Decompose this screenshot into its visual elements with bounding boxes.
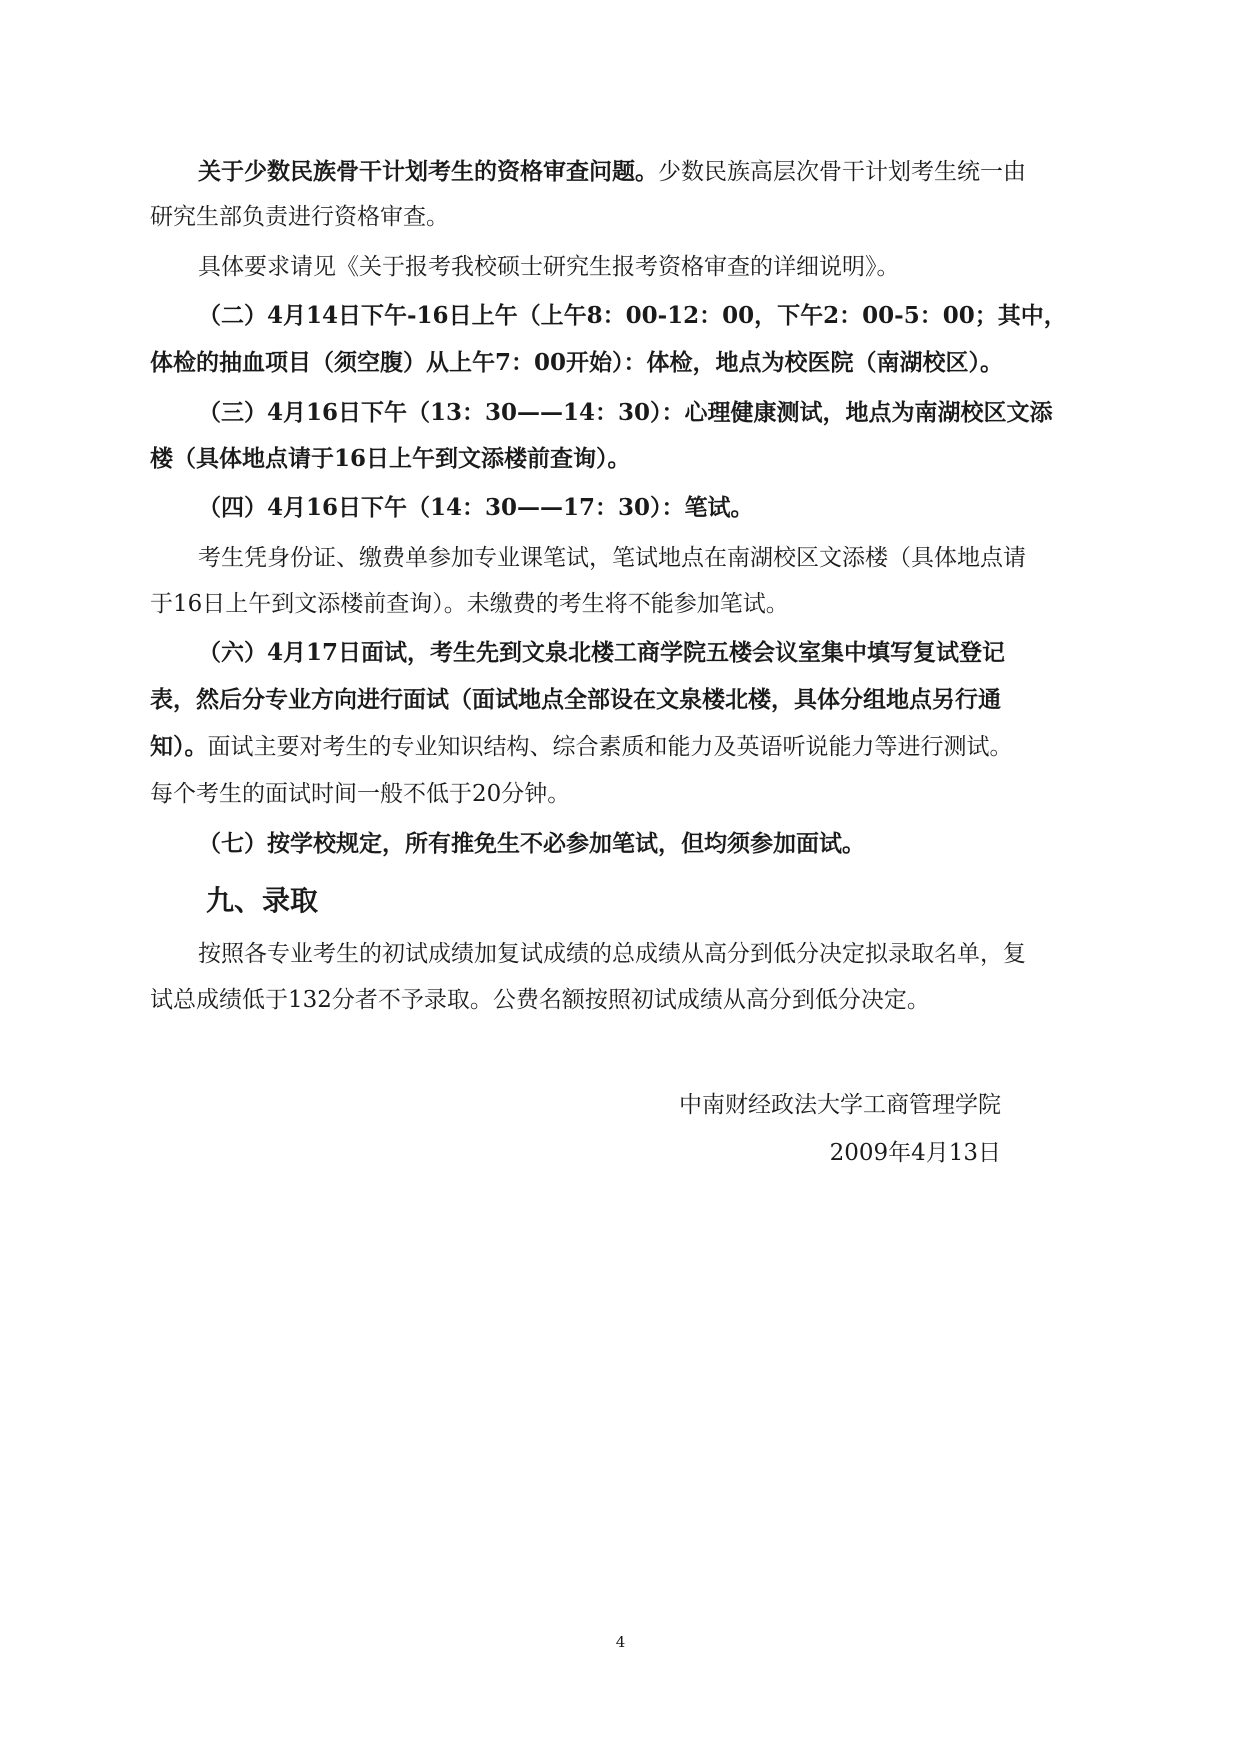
paragraph-interview-text: 面试主要对考生的专业知识结构、综合素质和能力及英语听说能力等进行测试。 xyxy=(207,734,1013,760)
paragraph-psych-test-line2: 楼（具体地点请于16日上午到文添楼前查询）。 xyxy=(150,445,631,472)
paragraph-interview-line3 xyxy=(150,731,1095,763)
signature-date: 2009年4月13日 xyxy=(829,1140,1001,1166)
paragraph-ethnic-minority-title: 关于少数民族骨干计划考生的资格审查问题。 xyxy=(198,158,658,185)
paragraph-physical-exam-line2: 体检的抽血项目（须空腹）从上午7：00开始）：体检，地点为校医院（南湖校区）。 xyxy=(150,349,1004,376)
paragraph-ethnic-minority-line1 xyxy=(198,156,1095,188)
paragraph-psych-test-line1: （三）4月16日下午（13：30——14：30）：心理健康测试，地点为南湖校区文添 xyxy=(198,399,1053,426)
paragraph-admission-line1: 按照各专业考生的初试成绩加复试成绩的总成绩从高分到低分决定拟录取名单，复 xyxy=(198,941,1026,967)
paragraph-interview-bold-end: 知）。 xyxy=(150,733,208,760)
paragraph-ethnic-minority-text: 少数民族高层次骨干计划考生统一由 xyxy=(658,159,1026,185)
paragraph-written-exam-detail-line2: 于16日上午到文添楼前查询）。未缴费的考生将不能参加笔试。 xyxy=(150,591,789,617)
paragraph-interview-line1: （六）4月17日面试，考生先到文泉北楼工商学院五楼会议室集中填写复试登记 xyxy=(198,639,1006,666)
signature-organization: 中南财经政法大学工商管理学院 xyxy=(679,1092,1001,1118)
section-heading-admission: 九、录取 xyxy=(206,884,319,917)
paragraph-admission-line2: 试总成绩低于132分者不予录取。公费名额按照初试成绩从高分到低分决定。 xyxy=(150,987,930,1013)
paragraph-interview-line4: 每个考生的面试时间一般不低于20分钟。 xyxy=(150,781,571,807)
page-number: 4 xyxy=(615,1633,626,1651)
paragraph-exempt-students-line1: （七）按学校规定，所有推免生不必参加笔试，但均须参加面试。 xyxy=(198,830,865,857)
paragraph-ethnic-minority-line2: 研究生部负责进行资格审查。 xyxy=(150,204,449,230)
paragraph-interview-line2: 表，然后分专业方向进行面试（面试地点全部设在文泉楼北楼，具体分组地点另行通 xyxy=(150,686,1001,713)
paragraph-requirements-line1: 具体要求请见《关于报考我校硕士研究生报考资格审查的详细说明》。 xyxy=(198,254,900,280)
paragraph-physical-exam-line1: （二）4月14日下午-16日上午（上午8：00-12：00，下午2：00-5：00；其中， xyxy=(198,302,1067,329)
paragraph-written-exam-detail-line1: 考生凭身份证、缴费单参加专业课笔试，笔试地点在南湖校区文添楼（具体地点请 xyxy=(198,545,1026,571)
paragraph-written-exam-line1: （四）4月16日下午（14：30——17：30）：笔试。 xyxy=(198,494,754,521)
